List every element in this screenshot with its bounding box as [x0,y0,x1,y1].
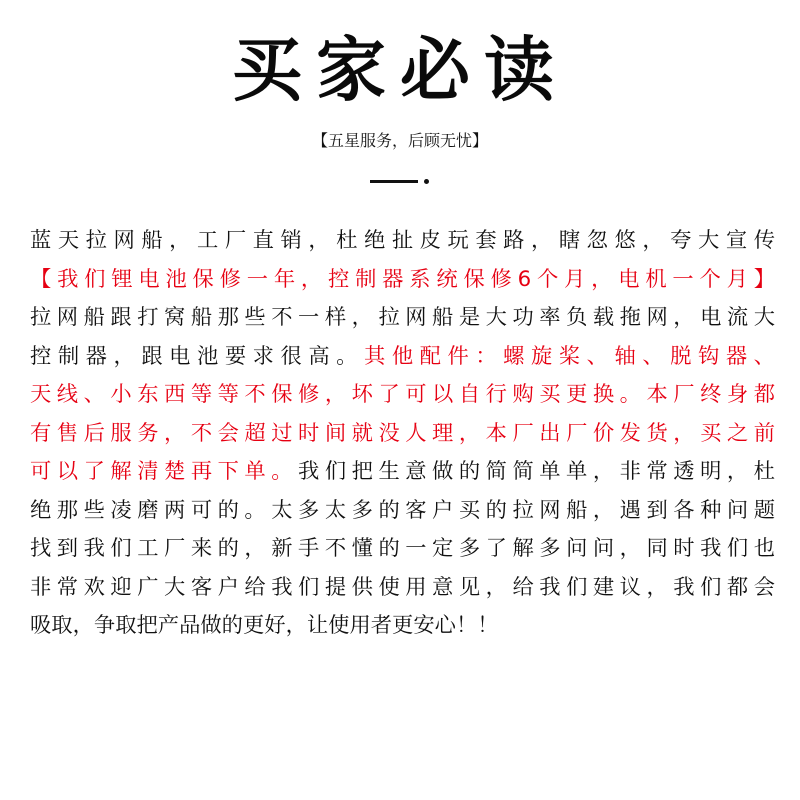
divider-bar [370,180,418,183]
highlighted-text: 其他配件：螺旋桨、轴、脱钩器、 [364,343,775,369]
body-line [30,492,775,531]
body-text: 吸取，争取把产品做的更好，让使用者更安心！！ [30,613,499,638]
body-text: 找到我们工厂来的，新手不懂的一定多了解多问问，同时我们也 [30,536,775,561]
highlighted-text: 【我们锂电池保修一年，控制器系统保修6个月，电机一个月】 [30,266,775,292]
highlighted-text: 天线、小东西等等不保修，坏了可以自行购买更换。本厂终身都 [30,382,775,407]
body-text: 蓝天拉网船，工厂直销，杜绝扯皮玩套路，瞎忽悠，夸大宣传 [30,228,775,253]
body-line [30,530,775,569]
body-text: 控制器，跟电池要求很高。 [30,343,365,369]
body-text: 拉网船跟打窝船那些不一样，拉网船是大功率负载拖网，电流大 [30,305,775,330]
body-line [30,569,775,608]
highlighted-text: 可以了解清楚再下单。 [30,459,299,484]
body-line [30,415,775,454]
title-divider [370,179,430,185]
body-line [30,222,775,261]
body-text: 非常欢迎广大客户给我们提供使用意见，给我们建议，我们都会 [30,574,775,600]
body-line [30,453,775,492]
body-line [30,299,775,338]
page-title: 买家必读 [232,28,568,111]
body-line [30,376,775,415]
body-line [30,607,775,646]
body-text: 我们把生意做的简简单单，非常透明，杜 [298,459,775,484]
divider-dot [424,179,429,184]
body-line [30,261,775,300]
notice-body [30,222,775,646]
body-text: 绝那些凌磨两可的。太多太多的客户买的拉网船，遇到各种问题 [30,497,775,523]
highlighted-text: 有售后服务，不会超过时间就没人理，本厂出厂价发货，买之前 [30,420,775,446]
page-subtitle: 【五星服务，后顾无忧】 [311,131,488,150]
body-line [30,338,775,377]
